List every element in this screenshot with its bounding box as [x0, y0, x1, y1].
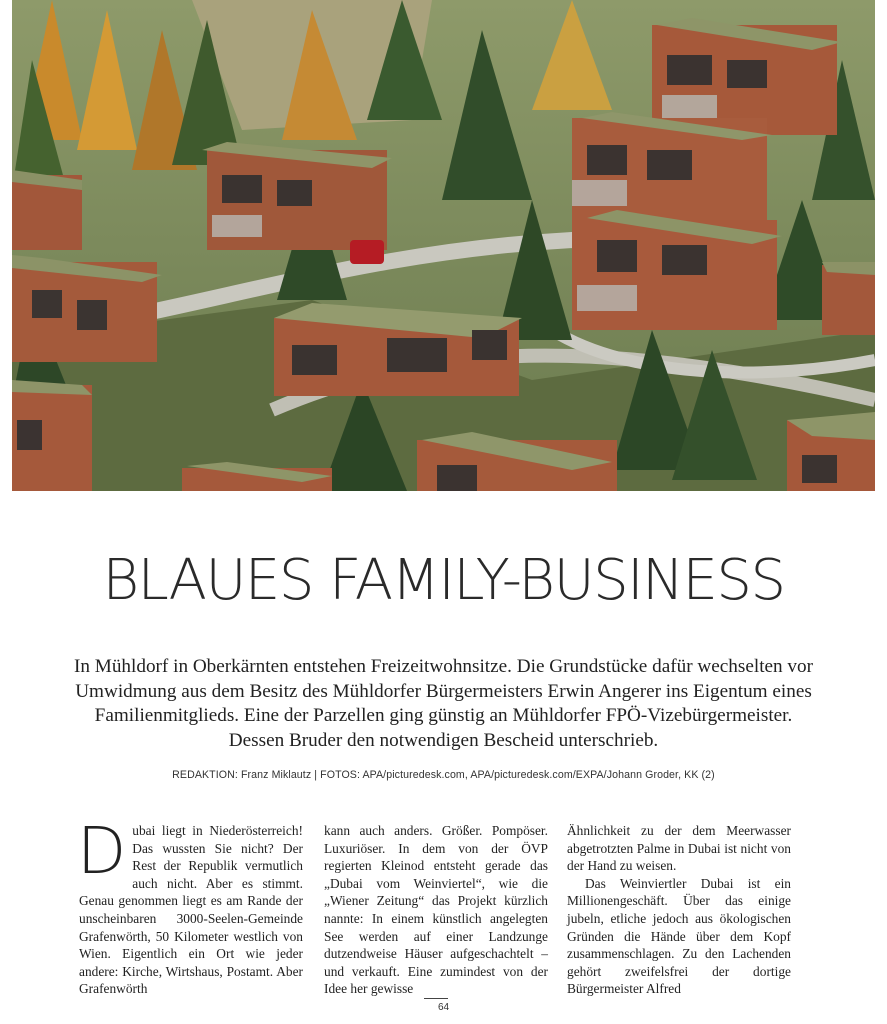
house [787, 412, 875, 491]
red-car [350, 240, 384, 264]
house [12, 170, 82, 250]
body-column-3 [567, 822, 791, 998]
column-3-paragraph-2: Das Weinviertler Dubai ist ein Millionengeschäft. Über das einige jubeln, etliche jedoch aus ökologischen Gründen die Hände über dem Kopf zusammenschlagen. Zu den Lachenden gehört zweifelsfrei der dortige Bürgermeister Alfred [567, 875, 791, 997]
aerial-houses-illustration [12, 0, 875, 491]
house [12, 380, 92, 491]
column-2-text: kann auch anders. Größer. Pompöser. Luxuriöser. In dem von der ÖVP regierten Kleinod entsteht gerade das „Dubai vom Weinviertel“, wie die „Wiener Zeitung“ das Projekt kürzlich nannte: In einem künstlich angelegten See werden auf einer Landzunge dutzendweise Häuser aufgeschachtelt – und verkauft. Eine zumindest von der Idee her gewisse [324, 823, 548, 997]
body-column-1 [77, 815, 303, 998]
house [572, 112, 772, 223]
page-number: 64 [437, 1002, 450, 1013]
house [652, 18, 842, 135]
article-headline: BLAUES FAMILY-BUSINESS [102, 548, 785, 613]
house [417, 432, 617, 491]
drop-cap: D [77, 815, 127, 889]
photo-credits: REDAKTION: Franz Miklautz | FOTOS: APA/picturedesk.com, APA/picturedesk.com/EXPA/Johann Groder, KK (2) [172, 769, 715, 781]
house [822, 262, 875, 335]
article-lead: In Mühldorf in Oberkärnten entstehen Freizeitwohnsitze. Die Grundstücke dafür wechselten vor Umwidmung aus dem Besitz des Mühldorfer Bürgermeisters Erwin Angerer ins Eigentum eines Familienmitglieds. Eine der Parzellen ging günstig an Mühldorfer FPÖ-Vizebürgermeister. Dessen Bruder den notwendigen Bescheid unterschrieb. [73, 656, 814, 751]
house [572, 210, 782, 330]
column-3-paragraph-1: Ähnlichkeit zu der dem Meerwasser abgetrotzten Palme in Dubai ist nicht von der Hand zu weisen. [567, 823, 791, 874]
body-column-2 [324, 822, 548, 998]
house [202, 142, 392, 250]
column-1-text: ubai liegt in Niederösterreich! Das wussten Sie nicht? Der Rest der Republik vermutlich auch nicht. Aber es stimmt. Genau genommen liegt es am Rande der unscheinbaren 3000-Seelen-Gemeinde Grafenwörth, 50 Kilometer westlich von Wien. Eigentlich ein Ort wie jeder andere: Kirche, Wirtshaus, Postamt. Aber Grafenwörth [79, 823, 303, 997]
house [274, 303, 522, 396]
hero-photo [12, 0, 875, 491]
folio-rule [424, 998, 448, 999]
house [12, 255, 162, 362]
